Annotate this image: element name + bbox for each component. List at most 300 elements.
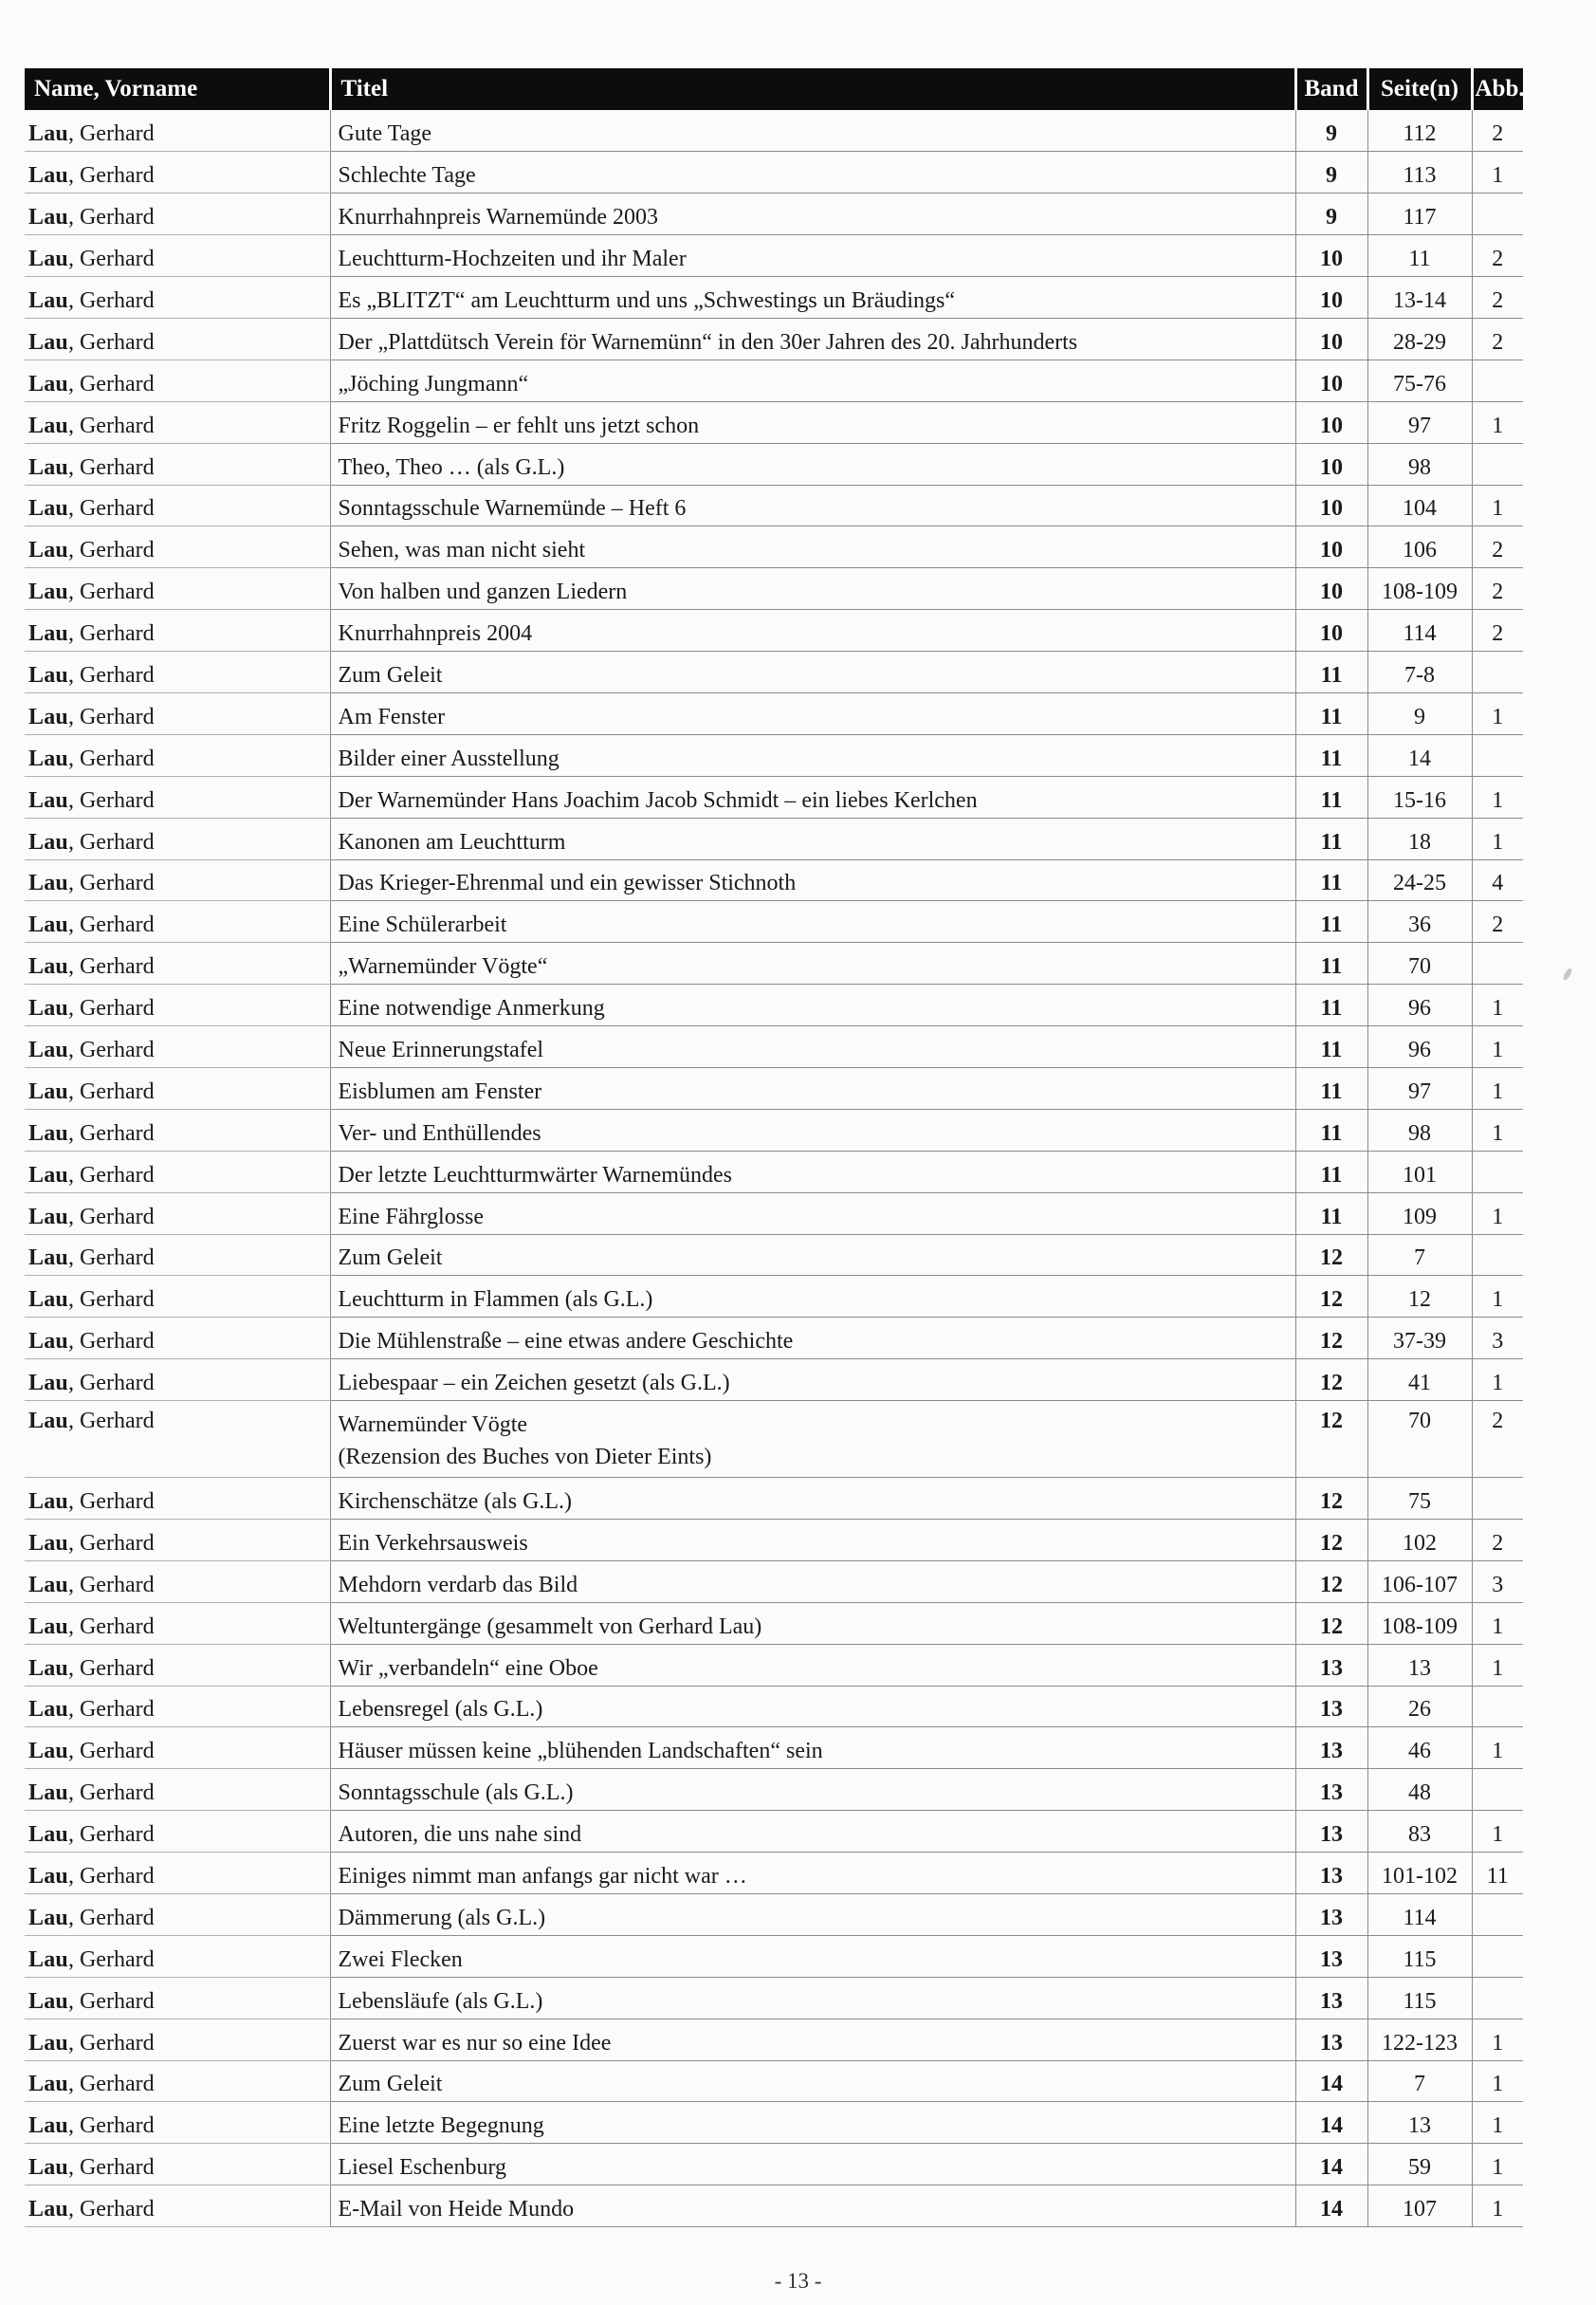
title-text: Theo, Theo … (als G.L.) — [338, 454, 565, 480]
band-cell: 10 — [1295, 443, 1367, 485]
page-number: - 13 - — [774, 2269, 822, 2293]
author-first-name: , Gerhard — [67, 829, 155, 855]
title-text: Ver- und Enthüllendes — [338, 1120, 541, 1146]
pages-cell: 114 — [1367, 610, 1472, 652]
title-cell — [330, 1686, 1295, 1727]
band-cell: 13 — [1295, 1811, 1367, 1853]
author-cell — [25, 1192, 330, 1234]
table-row — [25, 1686, 1523, 1727]
author-first-name: , Gerhard — [67, 1988, 155, 2014]
band-cell: 12 — [1295, 1234, 1367, 1276]
column-header-band: Band — [1295, 68, 1367, 110]
pages-cell: 37-39 — [1367, 1318, 1472, 1359]
author-last-name: Lau — [28, 2155, 68, 2181]
band-cell: 10 — [1295, 235, 1367, 277]
author-first-name: , Gerhard — [67, 2113, 155, 2139]
table-row — [25, 2185, 1523, 2227]
author-cell — [25, 1520, 330, 1561]
title-cell — [330, 1520, 1295, 1561]
table-row — [25, 1359, 1523, 1401]
pages-cell: 108-109 — [1367, 1602, 1472, 1644]
author-first-name: , Gerhard — [67, 746, 155, 771]
author-cell — [25, 2144, 330, 2185]
title-cell — [330, 985, 1295, 1026]
table-row — [25, 194, 1523, 235]
title-cell — [330, 2060, 1295, 2102]
author-last-name: Lau — [28, 1946, 68, 1972]
title-text: Eine Fährglosse — [338, 1204, 485, 1229]
band-cell: 9 — [1295, 152, 1367, 194]
pages-cell: 7 — [1367, 1234, 1472, 1276]
pages-cell: 9 — [1367, 692, 1472, 734]
title-text: Leuchtturm-Hochzeiten und ihr Maler — [338, 247, 687, 272]
figures-cell — [1472, 1686, 1523, 1727]
table-row — [25, 235, 1523, 277]
author-last-name: Lau — [28, 538, 68, 563]
author-cell — [25, 526, 330, 568]
column-header-seite: Seite(n) — [1367, 68, 1472, 110]
title-cell — [330, 235, 1295, 277]
pages-cell: 7-8 — [1367, 652, 1472, 693]
table-row — [25, 277, 1523, 319]
figures-cell: 1 — [1472, 818, 1523, 859]
title-text: Lebensregel (als G.L.) — [338, 1697, 543, 1723]
figures-cell: 11 — [1472, 1853, 1523, 1894]
author-last-name: Lau — [28, 871, 68, 896]
figures-cell: 1 — [1472, 1359, 1523, 1401]
author-first-name: , Gerhard — [67, 662, 155, 688]
band-cell: 12 — [1295, 1401, 1367, 1478]
table-row — [25, 1401, 1523, 1478]
author-last-name: Lau — [28, 704, 68, 729]
author-first-name: , Gerhard — [67, 1655, 155, 1681]
author-first-name: , Gerhard — [67, 454, 155, 480]
title-cell — [330, 152, 1295, 194]
title-text: E-Mail von Heide Mundo — [338, 2197, 575, 2222]
author-last-name: Lau — [28, 413, 68, 438]
pages-cell: 36 — [1367, 901, 1472, 943]
title-text: Zuerst war es nur so eine Idee — [338, 2030, 612, 2056]
title-text: Zwei Flecken — [338, 1946, 463, 1972]
figures-cell — [1472, 1478, 1523, 1520]
title-cell — [330, 776, 1295, 818]
author-cell — [25, 318, 330, 360]
author-first-name: , Gerhard — [67, 1329, 155, 1355]
figures-cell: 2 — [1472, 277, 1523, 319]
pages-cell: 108-109 — [1367, 568, 1472, 610]
pages-cell: 13 — [1367, 1644, 1472, 1686]
pages-cell: 28-29 — [1367, 318, 1472, 360]
author-last-name: Lau — [28, 1614, 68, 1639]
title-cell — [330, 568, 1295, 610]
figures-cell: 2 — [1472, 901, 1523, 943]
figures-cell — [1472, 1935, 1523, 1977]
author-cell — [25, 1935, 330, 1977]
figures-cell: 2 — [1472, 610, 1523, 652]
author-last-name: Lau — [28, 121, 68, 147]
author-last-name: Lau — [28, 205, 68, 230]
pages-cell: 122-123 — [1367, 2019, 1472, 2060]
band-cell: 9 — [1295, 194, 1367, 235]
title-text: Bilder einer Ausstellung — [338, 746, 560, 771]
title-text: Dämmerung (als G.L.) — [338, 1905, 546, 1930]
title-text: Sonntagsschule (als G.L.) — [338, 1780, 574, 1806]
pages-cell: 70 — [1367, 1401, 1472, 1478]
table-row — [25, 1318, 1523, 1359]
author-cell — [25, 1686, 330, 1727]
band-cell: 10 — [1295, 526, 1367, 568]
figures-cell: 3 — [1472, 1318, 1523, 1359]
author-cell — [25, 1109, 330, 1151]
figures-cell — [1472, 734, 1523, 776]
table-row — [25, 943, 1523, 985]
author-first-name: , Gerhard — [67, 1079, 155, 1104]
band-cell: 11 — [1295, 1151, 1367, 1192]
band-cell: 10 — [1295, 610, 1367, 652]
title-cell — [330, 277, 1295, 319]
title-cell — [330, 610, 1295, 652]
author-last-name: Lau — [28, 1697, 68, 1723]
author-cell — [25, 1401, 330, 1478]
title-cell — [330, 1811, 1295, 1853]
author-first-name: , Gerhard — [67, 1780, 155, 1806]
band-cell: 13 — [1295, 1686, 1367, 1727]
band-cell: 10 — [1295, 568, 1367, 610]
title-text: Autoren, die uns nahe sind — [338, 1822, 582, 1848]
title-text: Zum Geleit — [338, 662, 443, 688]
author-last-name: Lau — [28, 247, 68, 272]
author-last-name: Lau — [28, 1655, 68, 1681]
author-cell — [25, 1276, 330, 1318]
pages-cell: 83 — [1367, 1811, 1472, 1853]
figures-cell: 1 — [1472, 1067, 1523, 1109]
title-cell — [330, 734, 1295, 776]
band-cell: 11 — [1295, 859, 1367, 901]
title-cell — [330, 485, 1295, 526]
author-cell — [25, 1769, 330, 1811]
pages-cell: 13 — [1367, 2102, 1472, 2144]
column-header-name: Name, Vorname — [25, 68, 330, 110]
band-cell: 12 — [1295, 1560, 1367, 1602]
pages-cell: 46 — [1367, 1727, 1472, 1769]
author-first-name: , Gerhard — [67, 1120, 155, 1146]
author-first-name: , Gerhard — [67, 205, 155, 230]
band-cell: 13 — [1295, 1644, 1367, 1686]
band-cell: 10 — [1295, 318, 1367, 360]
table-row — [25, 1811, 1523, 1853]
author-cell — [25, 1318, 330, 1359]
figures-cell: 2 — [1472, 526, 1523, 568]
author-last-name: Lau — [28, 1371, 68, 1396]
figures-cell — [1472, 943, 1523, 985]
author-cell — [25, 1644, 330, 1686]
author-first-name: , Gerhard — [67, 1614, 155, 1639]
column-header-title: Titel — [330, 68, 1295, 110]
band-cell: 10 — [1295, 485, 1367, 526]
pages-cell: 109 — [1367, 1192, 1472, 1234]
author-first-name: , Gerhard — [67, 580, 155, 605]
title-text: Knurrhahnpreis 2004 — [338, 621, 533, 647]
figures-cell: 1 — [1472, 1727, 1523, 1769]
author-last-name: Lau — [28, 1988, 68, 2014]
author-first-name: , Gerhard — [67, 121, 155, 147]
title-text: „Warnemünder Vögte“ — [338, 954, 548, 980]
title-text: Es „BLITZT“ am Leuchtturm und uns „Schwestings un Bräudings“ — [338, 287, 956, 313]
pages-cell: 107 — [1367, 2185, 1472, 2227]
title-cell — [330, 110, 1295, 152]
author-first-name: , Gerhard — [67, 1697, 155, 1723]
figures-cell: 1 — [1472, 401, 1523, 443]
author-last-name: Lau — [28, 1822, 68, 1848]
figures-cell: 1 — [1472, 1644, 1523, 1686]
pages-cell: 106-107 — [1367, 1560, 1472, 1602]
figures-cell — [1472, 652, 1523, 693]
table-row — [25, 1560, 1523, 1602]
band-cell: 13 — [1295, 1894, 1367, 1936]
table-row — [25, 152, 1523, 194]
band-cell: 12 — [1295, 1520, 1367, 1561]
author-cell — [25, 277, 330, 319]
figures-cell: 1 — [1472, 1811, 1523, 1853]
author-last-name: Lau — [28, 371, 68, 396]
title-cell — [330, 901, 1295, 943]
author-first-name: , Gerhard — [67, 1287, 155, 1313]
table-row — [25, 360, 1523, 401]
author-cell — [25, 2185, 330, 2227]
title-text: Ein Verkehrsausweis — [338, 1530, 528, 1556]
table-row — [25, 2102, 1523, 2144]
author-first-name: , Gerhard — [67, 1946, 155, 1972]
title-text: Mehdorn verdarb das Bild — [338, 1572, 578, 1597]
author-first-name: , Gerhard — [67, 1864, 155, 1890]
author-first-name: , Gerhard — [67, 996, 155, 1022]
author-last-name: Lau — [28, 2113, 68, 2139]
author-last-name: Lau — [28, 163, 68, 189]
author-first-name: , Gerhard — [67, 1572, 155, 1597]
author-cell — [25, 401, 330, 443]
title-cell — [330, 859, 1295, 901]
author-last-name: Lau — [28, 454, 68, 480]
title-text: Wir „verbandeln“ eine Oboe — [338, 1655, 598, 1681]
title-cell — [330, 194, 1295, 235]
band-cell: 14 — [1295, 2102, 1367, 2144]
pages-cell: 14 — [1367, 734, 1472, 776]
author-first-name: , Gerhard — [67, 787, 155, 813]
band-cell: 12 — [1295, 1276, 1367, 1318]
pages-cell: 114 — [1367, 1894, 1472, 1936]
pages-cell: 26 — [1367, 1686, 1472, 1727]
band-cell: 12 — [1295, 1359, 1367, 1401]
title-text: Der letzte Leuchtturmwärter Warnemündes — [338, 1162, 732, 1188]
author-last-name: Lau — [28, 1287, 68, 1313]
author-first-name: , Gerhard — [67, 1371, 155, 1396]
title-cell — [330, 1276, 1295, 1318]
title-cell — [330, 1234, 1295, 1276]
author-last-name: Lau — [28, 621, 68, 647]
table-row — [25, 2060, 1523, 2102]
title-text: Lebensläufe (als G.L.) — [338, 1988, 543, 2014]
author-cell — [25, 1811, 330, 1853]
author-first-name: , Gerhard — [67, 1530, 155, 1556]
pages-cell: 113 — [1367, 152, 1472, 194]
title-text: Kanonen am Leuchtturm — [338, 829, 566, 855]
title-text: Eine notwendige Anmerkung — [338, 996, 605, 1022]
title-text: Zum Geleit — [338, 1245, 443, 1271]
figures-cell: 2 — [1472, 568, 1523, 610]
table-row — [25, 1026, 1523, 1068]
author-first-name: , Gerhard — [67, 287, 155, 313]
pages-cell: 12 — [1367, 1276, 1472, 1318]
author-cell — [25, 692, 330, 734]
author-cell — [25, 1151, 330, 1192]
table-row — [25, 568, 1523, 610]
header-row — [25, 68, 1523, 110]
author-first-name: , Gerhard — [67, 1822, 155, 1848]
pages-cell: 97 — [1367, 401, 1472, 443]
pages-cell: 48 — [1367, 1769, 1472, 1811]
pages-cell: 102 — [1367, 1520, 1472, 1561]
author-cell — [25, 194, 330, 235]
title-text: Warnemünder Vögte — [338, 1412, 528, 1438]
title-subtext: (Rezension des Buches von Dieter Eints) — [338, 1445, 712, 1470]
band-cell: 13 — [1295, 1935, 1367, 1977]
band-cell: 12 — [1295, 1318, 1367, 1359]
band-cell: 11 — [1295, 692, 1367, 734]
table-row — [25, 485, 1523, 526]
author-cell — [25, 568, 330, 610]
title-text: Knurrhahnpreis Warnemünde 2003 — [338, 205, 659, 230]
band-cell: 11 — [1295, 1109, 1367, 1151]
band-cell: 13 — [1295, 1977, 1367, 2019]
figures-cell — [1472, 1769, 1523, 1811]
table-row — [25, 110, 1523, 152]
pages-cell: 97 — [1367, 1067, 1472, 1109]
band-cell: 13 — [1295, 1769, 1367, 1811]
figures-cell: 1 — [1472, 2019, 1523, 2060]
pages-cell: 18 — [1367, 818, 1472, 859]
author-cell — [25, 901, 330, 943]
table-row — [25, 401, 1523, 443]
band-cell: 11 — [1295, 943, 1367, 985]
author-first-name: , Gerhard — [67, 496, 155, 522]
figures-cell: 2 — [1472, 235, 1523, 277]
figures-cell — [1472, 1234, 1523, 1276]
title-cell — [330, 1602, 1295, 1644]
pages-cell: 59 — [1367, 2144, 1472, 2185]
table-row — [25, 443, 1523, 485]
table-row — [25, 318, 1523, 360]
title-text: „Jöching Jungmann“ — [338, 371, 529, 396]
band-cell: 14 — [1295, 2185, 1367, 2227]
author-last-name: Lau — [28, 954, 68, 980]
author-last-name: Lau — [28, 1079, 68, 1104]
table-row — [25, 776, 1523, 818]
author-last-name: Lau — [28, 2030, 68, 2056]
band-cell: 11 — [1295, 985, 1367, 1026]
author-cell — [25, 443, 330, 485]
author-first-name: , Gerhard — [67, 704, 155, 729]
title-text: Zum Geleit — [338, 2072, 443, 2097]
band-cell: 11 — [1295, 776, 1367, 818]
author-last-name: Lau — [28, 996, 68, 1022]
author-cell — [25, 1067, 330, 1109]
title-cell — [330, 2144, 1295, 2185]
title-cell — [330, 526, 1295, 568]
title-cell — [330, 360, 1295, 401]
pages-cell: 96 — [1367, 985, 1472, 1026]
pages-cell: 104 — [1367, 485, 1472, 526]
author-cell — [25, 1894, 330, 1936]
title-cell — [330, 318, 1295, 360]
table-row — [25, 1520, 1523, 1561]
author-first-name: , Gerhard — [67, 329, 155, 355]
author-first-name: , Gerhard — [67, 1739, 155, 1764]
author-first-name: , Gerhard — [67, 413, 155, 438]
title-text: Sehen, was man nicht sieht — [338, 538, 586, 563]
author-cell — [25, 859, 330, 901]
figures-cell: 1 — [1472, 2102, 1523, 2144]
column-header-abb: Abb. — [1472, 68, 1523, 110]
author-first-name: , Gerhard — [67, 371, 155, 396]
author-last-name: Lau — [28, 2197, 68, 2222]
author-cell — [25, 943, 330, 985]
table-body — [25, 110, 1523, 2227]
title-cell — [330, 2185, 1295, 2227]
pages-cell: 75 — [1367, 1478, 1472, 1520]
author-cell — [25, 652, 330, 693]
title-text: Am Fenster — [338, 704, 446, 729]
band-cell: 13 — [1295, 1853, 1367, 1894]
title-cell — [330, 818, 1295, 859]
title-cell — [330, 1318, 1295, 1359]
table-row — [25, 985, 1523, 1026]
title-cell — [330, 2102, 1295, 2144]
title-cell — [330, 401, 1295, 443]
author-first-name: , Gerhard — [67, 871, 155, 896]
author-last-name: Lau — [28, 1572, 68, 1597]
author-last-name: Lau — [28, 287, 68, 313]
title-cell — [330, 1401, 1295, 1478]
band-cell: 11 — [1295, 901, 1367, 943]
author-first-name: , Gerhard — [67, 2197, 155, 2222]
author-index-table — [25, 68, 1523, 2227]
title-cell — [330, 443, 1295, 485]
author-first-name: , Gerhard — [67, 913, 155, 938]
author-last-name: Lau — [28, 746, 68, 771]
table-row — [25, 2019, 1523, 2060]
author-last-name: Lau — [28, 787, 68, 813]
band-cell: 11 — [1295, 818, 1367, 859]
author-cell — [25, 985, 330, 1026]
pages-cell: 11 — [1367, 235, 1472, 277]
figures-cell — [1472, 1894, 1523, 1936]
author-last-name: Lau — [28, 913, 68, 938]
title-text: Gute Tage — [338, 121, 432, 147]
figures-cell: 1 — [1472, 1026, 1523, 1068]
table-row — [25, 1151, 1523, 1192]
title-cell — [330, 1935, 1295, 1977]
title-cell — [330, 1560, 1295, 1602]
author-cell — [25, 2060, 330, 2102]
band-cell: 12 — [1295, 1602, 1367, 1644]
band-cell: 12 — [1295, 1478, 1367, 1520]
figures-cell: 2 — [1472, 110, 1523, 152]
pages-cell: 115 — [1367, 1935, 1472, 1977]
pages-cell: 13-14 — [1367, 277, 1472, 319]
title-text: Von halben und ganzen Liedern — [338, 580, 628, 605]
author-last-name: Lau — [28, 1037, 68, 1062]
table-row — [25, 1602, 1523, 1644]
